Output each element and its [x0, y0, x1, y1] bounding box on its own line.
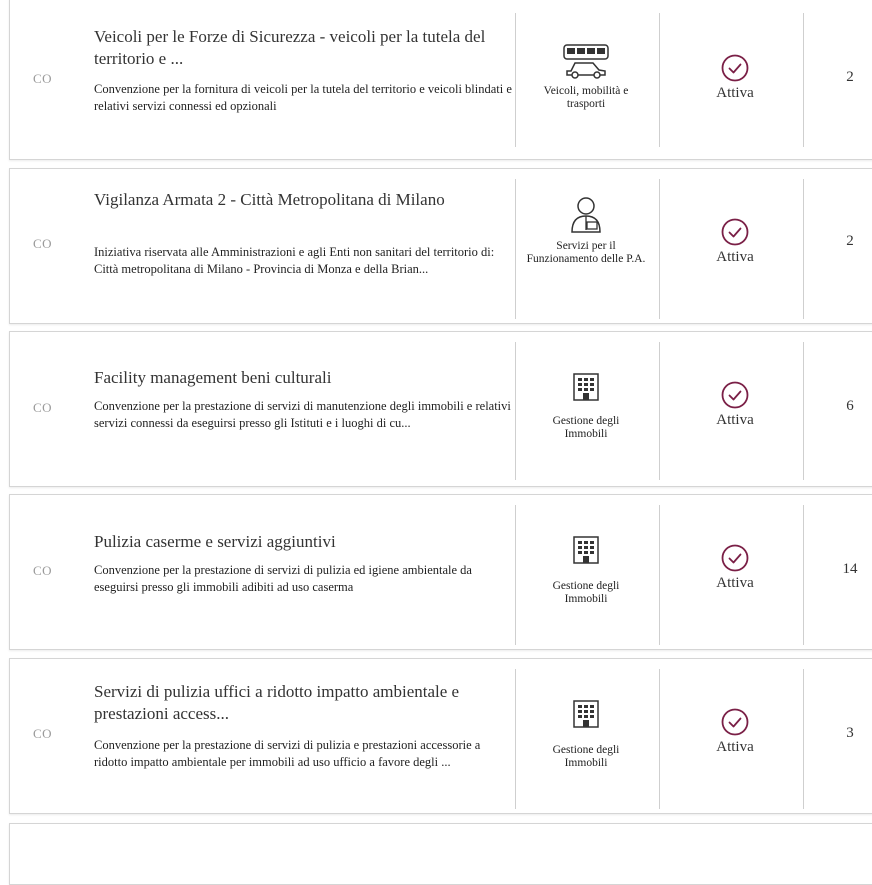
status	[660, 543, 810, 592]
status-label: Attiva	[716, 412, 754, 428]
category	[516, 699, 656, 770]
item-type-code: CO	[33, 400, 53, 415]
item-title[interactable]: Vigilanza Armata 2 - Città Metropolitana di Milano	[94, 190, 445, 209]
category-label: Gestione degli Immobili	[552, 415, 620, 440]
status	[660, 53, 810, 102]
item-count: 6	[846, 398, 854, 414]
category-label: Servizi per il Funzionamento delle P.A.	[526, 240, 646, 265]
item-description: Convenzione per la fornitura di veicoli per la tutela del territorio e veicoli blindati e relativi servizi connessi ed opzionali	[94, 82, 512, 113]
category	[516, 194, 656, 266]
category-label: Veicoli, mobilità e trasporti	[543, 85, 629, 110]
item-type-code: CO	[33, 563, 53, 578]
check-circle-icon	[720, 217, 750, 247]
column-divider	[803, 13, 804, 147]
check-circle-icon	[720, 53, 750, 83]
item-type-code: CO	[33, 71, 53, 86]
status	[660, 217, 810, 266]
item-description: Iniziativa riservata alle Amministrazioni e agli Enti non sanitari del territorio di: Città metropolitana di Milano - Provincia di Monza e della Brian...	[94, 245, 495, 276]
item-title[interactable]: Servizi di pulizia uffici a ridotto impatto ambientale e prestazioni access...	[94, 682, 460, 723]
list-item[interactable]	[9, 331, 872, 487]
list-item[interactable]	[9, 168, 872, 324]
status-label: Attiva	[716, 249, 754, 265]
item-description: Convenzione per la prestazione di servizi di pulizia ed igiene ambientale da eseguirsi presso gli immobili adibiti ad uso caserma	[94, 563, 472, 594]
list-item[interactable]	[9, 494, 872, 650]
category-label: Gestione degli Immobili	[552, 744, 620, 769]
column-divider	[803, 342, 804, 480]
item-count: 2	[846, 233, 854, 249]
column-divider	[803, 669, 804, 809]
item-type-code: CO	[33, 726, 53, 741]
item-count: 2	[846, 69, 854, 85]
status	[660, 380, 810, 429]
status-label: Attiva	[716, 739, 754, 755]
status-label: Attiva	[716, 575, 754, 591]
item-count: 3	[846, 725, 854, 741]
column-divider	[803, 505, 804, 645]
check-circle-icon	[720, 707, 750, 737]
item-title[interactable]: Veicoli per le Forze di Sicurezza - veicoli per la tutela del territorio e ...	[94, 27, 486, 68]
category-label: Gestione degli Immobili	[552, 580, 620, 605]
category	[516, 43, 656, 111]
status	[660, 707, 810, 756]
vehicles-icon	[561, 43, 611, 79]
column-divider	[803, 179, 804, 319]
building-icon	[571, 372, 601, 402]
building-icon	[571, 535, 601, 565]
item-count: 14	[842, 561, 858, 577]
item-title[interactable]: Facility management beni culturali	[94, 368, 332, 387]
list-item[interactable]	[9, 0, 872, 160]
item-description: Convenzione per la prestazione di servizi di manutenzione degli immobili e relativi servizi connessi da eseguirsi presso gli Istituti e i luoghi di cu...	[94, 399, 511, 430]
list-item[interactable]	[9, 823, 872, 885]
list-item[interactable]	[9, 658, 872, 814]
item-description: Convenzione per la prestazione di servizi di pulizia e prestazioni accessorie a ridotto impatto ambientale per immobili ad uso ufficio a favore degli ...	[94, 738, 481, 769]
item-title[interactable]: Pulizia caserme e servizi aggiuntivi	[94, 532, 336, 551]
item-type-code: CO	[33, 236, 53, 251]
check-circle-icon	[720, 543, 750, 573]
category	[516, 372, 656, 441]
category	[516, 535, 656, 606]
employee-icon	[568, 194, 604, 234]
status-label: Attiva	[716, 85, 754, 101]
check-circle-icon	[720, 380, 750, 410]
building-icon	[571, 699, 601, 729]
